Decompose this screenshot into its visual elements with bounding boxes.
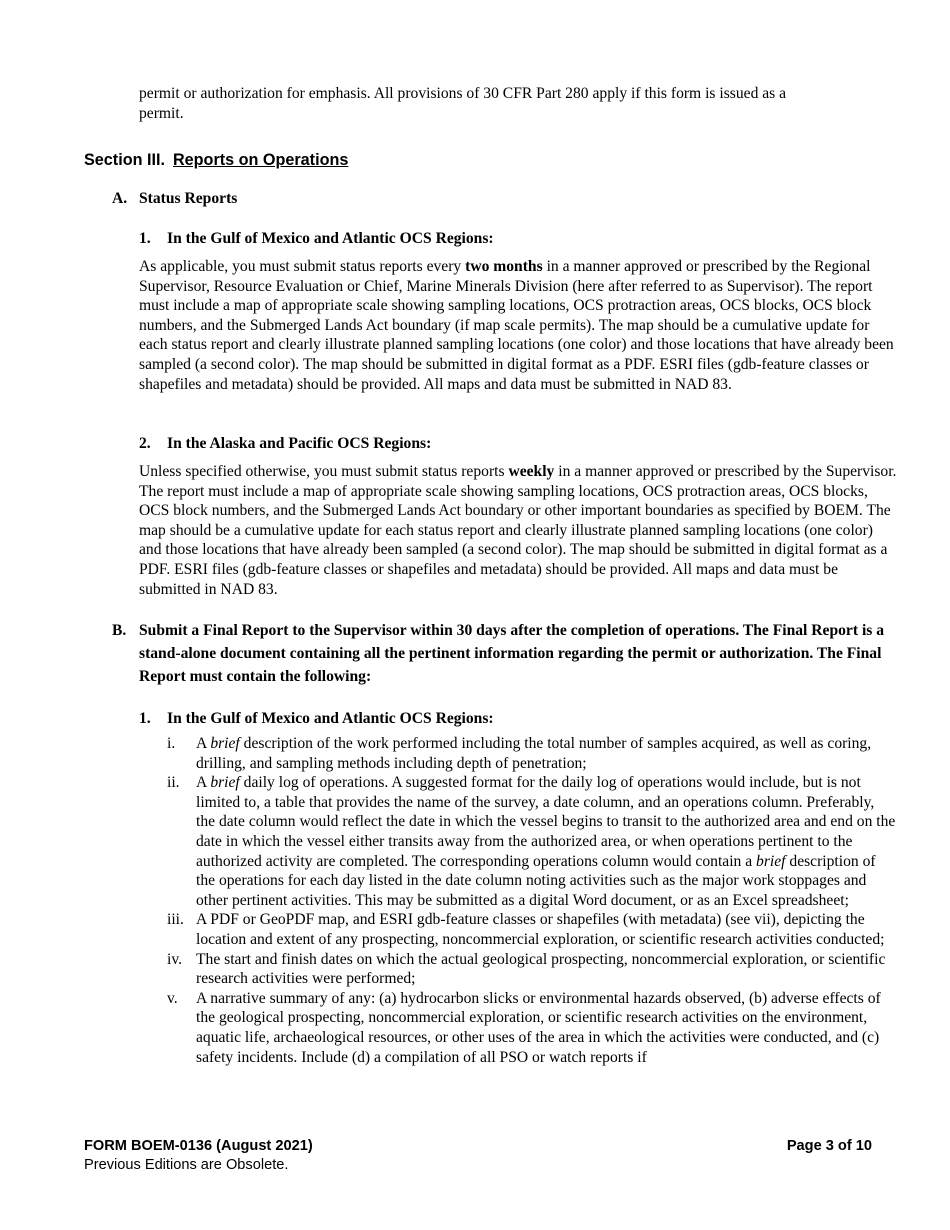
section-title: Reports on Operations	[172, 151, 349, 169]
part-a-heading	[112, 189, 237, 209]
list-item-text: description of the operations for each day listed in the date column noting activities such as the major work stoppages and other pertinent activities. This may be submitted as a digital Word document, or as an Excel spreadsheet;	[196, 852, 876, 909]
final-report-requirements-list	[167, 734, 897, 1067]
list-item-number: iii.	[167, 911, 184, 929]
list-item-number: ii.	[167, 774, 180, 792]
item-number: 2.	[139, 435, 151, 452]
obsolete-note: Previous Editions are Obsolete.	[84, 1157, 289, 1173]
gulf-atlantic-status-paragraph	[139, 257, 899, 394]
list-item-number: v.	[167, 989, 178, 1007]
list-item	[167, 950, 897, 989]
emphasis-frequency: two months	[465, 258, 543, 275]
section-label: Section III.	[84, 151, 165, 169]
part-b-title: Submit a Final Report to the Supervisor within 30 days after the completion of operations. The Final Report is a stand-alone document containing all the pertinent information regarding the permit or authorization. The Final Report must contain the following:	[139, 622, 885, 685]
list-item-text: A PDF or GeoPDF map, and ESRI gdb-feature classes or shapefiles (with metadata) (see vii), depicting the location and extent of any prospecting, noncommercial exploration, or scientific research activities conducted;	[196, 911, 885, 948]
intro-text-line-2: permit.	[139, 104, 184, 122]
gulf-atlantic-status-heading	[139, 229, 494, 249]
list-item	[167, 910, 897, 949]
list-item-text: description of the work performed including the total number of samples acquired, as well as coring, drilling, and sampling methods including depth of penetration;	[196, 735, 872, 772]
list-item-text: A	[196, 735, 211, 752]
list-item-emphasis: brief	[210, 735, 240, 752]
emphasis-frequency: weekly	[508, 463, 555, 480]
paragraph-text: in a manner approved or prescribed by the Supervisor. The report must include a map of appropriate scale showing sampling locations, OCS protraction areas, OCS blocks, OCS block numbers, and the Submerged Lands Act boundary or other important boundaries as specified by BOEM. The map should be a cumulative update for each status report and clearly illustrate planned sampling locations (one color) and those locations that have already been sampled (a second color). The map should be submitted in digital format as a PDF. ESRI files (gdb-feature classes or shapefiles and metadata) should be provided. All maps and data must be submitted in NAD 83.	[139, 463, 897, 598]
list-item-text: daily log of operations. A suggested format for the daily log of operations would include, but is not limited to, a table that provides the name of the survey, a date column, and an operations column. Preferably, the date column would reflect the date in which the vessel begins to transit to the authorized area and end on the date in which the vessel either transits away from the authorized area, or when operations pertinent to the authorized activity are completed. The corresponding operations column would contain a	[196, 774, 896, 870]
list-item	[167, 989, 897, 1067]
part-b-label: B.	[112, 622, 127, 639]
form-number: FORM BOEM-0136 (August 2021)	[84, 1138, 313, 1154]
part-a-label: A.	[112, 190, 128, 207]
list-item-emphasis: brief	[756, 852, 786, 870]
list-item-emphasis: brief	[210, 774, 240, 792]
list-item-number: iv.	[167, 950, 183, 968]
list-item-text: A	[196, 774, 211, 792]
intro-paragraph	[139, 84, 899, 123]
part-a-title: Status Reports	[139, 190, 238, 207]
list-item-number: i.	[167, 735, 176, 752]
list-item	[167, 734, 897, 773]
page-number: Page 3 of 10	[786, 1138, 872, 1154]
item-number: 1.	[139, 230, 151, 247]
final-report-gulf-atlantic-heading	[139, 709, 494, 729]
item-number: 1.	[139, 710, 151, 727]
list-item	[167, 773, 897, 910]
alaska-pacific-status-paragraph	[139, 462, 899, 599]
alaska-pacific-status-heading	[139, 434, 431, 454]
intro-text-line-1: permit or authorization for emphasis. All provisions of 30 CFR Part 280 apply if this form is issued as a	[139, 85, 787, 102]
page-footer-left	[84, 1137, 313, 1175]
item-heading: In the Alaska and Pacific OCS Regions:	[167, 435, 432, 452]
list-item-text: A narrative summary of any: (a) hydrocarbon slicks or environmental hazards observed, (b) adverse effects of the geological prospecting, noncommercial exploration, or scientific research activities on the environment, aquatic life, archaeological resources, or other uses of the area in which the activities were conducted, and (c) safety incidents. Include (d) a compilation of all PSO or watch reports if	[196, 989, 881, 1066]
list-item-text: The start and finish dates on which the actual geological prospecting, noncommercial exploration, or scientific research activities were performed;	[196, 950, 886, 988]
item-heading: In the Gulf of Mexico and Atlantic OCS Regions:	[167, 710, 494, 727]
paragraph-text: As applicable, you must submit status reports every	[139, 258, 466, 275]
part-b-heading	[112, 620, 892, 685]
paragraph-text: in a manner approved or prescribed by the Regional Supervisor, Resource Evaluation or Chief, Marine Minerals Division (here after referred to as Supervisor). The report must include a map of appropriate scale showing sampling locations, OCS protraction areas, OCS blocks, OCS block numbers, and the Submerged Lands Act boundary (if map scale permits). The map should be a cumulative update for each status report and clearly illustrate planned sampling locations (one color) and those locations that have already been sampled (a second color). The map should be submitted in digital format as a PDF. ESRI files (gdb-feature classes or shapefiles and metadata) should be provided. All maps and data must be submitted in NAD 83.	[139, 258, 894, 393]
section-heading	[84, 151, 348, 171]
item-heading: In the Gulf of Mexico and Atlantic OCS Regions:	[167, 230, 494, 247]
paragraph-text: Unless specified otherwise, you must submit status reports	[139, 463, 509, 480]
